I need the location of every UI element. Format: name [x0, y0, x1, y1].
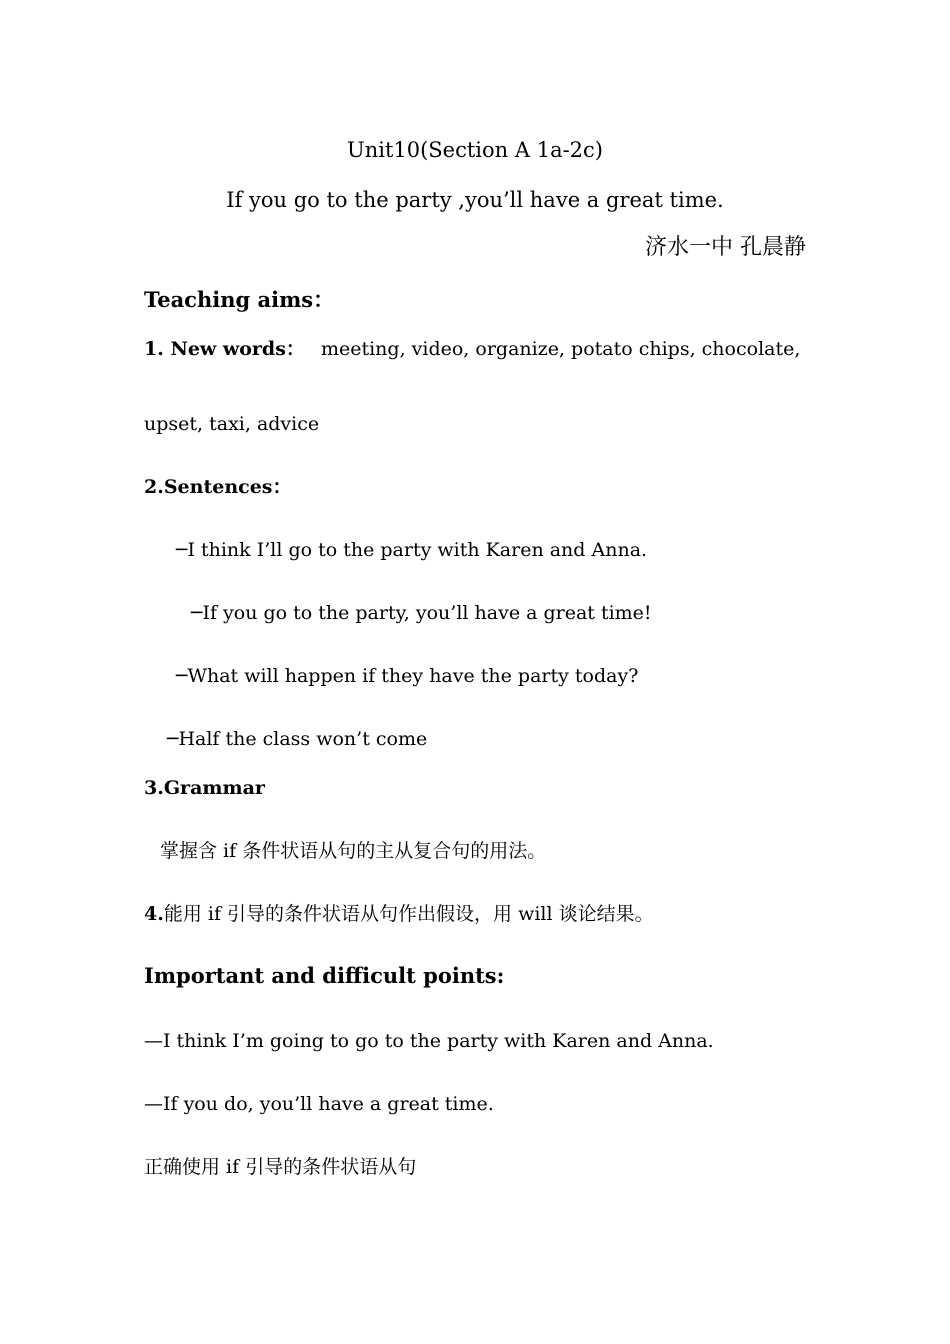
new-words-line — [144, 337, 800, 361]
important-points-heading: Important and difficult points: — [144, 963, 505, 988]
grammar-text: 掌握含 if 条件状语从句的主从复合句的用法。 — [160, 840, 547, 862]
important-point-line: —I think I’m going to go to the party with Karen and Anna. — [144, 1030, 714, 1052]
aim-item-4-number: 4. — [144, 903, 164, 925]
new-words-label: 1. New words： — [144, 338, 305, 360]
new-words-list-continued: upset, taxi, advice — [144, 413, 320, 435]
aim-item-4-text: 能用 if 引导的条件状语从句作出假设，用 will 谈论结果。 — [163, 903, 654, 925]
important-point-line: 正确使用 if 引导的条件状语从句 — [144, 1156, 417, 1178]
sentence-item: ─I think I’ll go to the party with Karen and Anna. — [176, 539, 648, 561]
author-name: 济水一中 孔晨静 — [645, 235, 806, 260]
sentence-item: ─What will happen if they have the party today? — [176, 665, 639, 687]
important-point-line: —If you do, you’ll have a great time. — [144, 1093, 494, 1115]
sentence-item: ─Half the class won’t come — [167, 728, 428, 750]
aim-item-4 — [144, 902, 654, 926]
sentence-item: ─If you go to the party, you’ll have a great time! — [191, 602, 652, 624]
grammar-label: 3.Grammar — [144, 777, 265, 799]
sentences-label: 2.Sentences： — [144, 476, 292, 498]
new-words-list: meeting, video, organize, potato chips, chocolate, — [320, 338, 801, 360]
teaching-aims-heading: Teaching aims： — [144, 287, 335, 312]
unit-title: Unit10(Section A 1a-2c) — [347, 138, 603, 162]
lesson-subtitle: If you go to the party ,you’ll have a great time. — [226, 188, 724, 212]
